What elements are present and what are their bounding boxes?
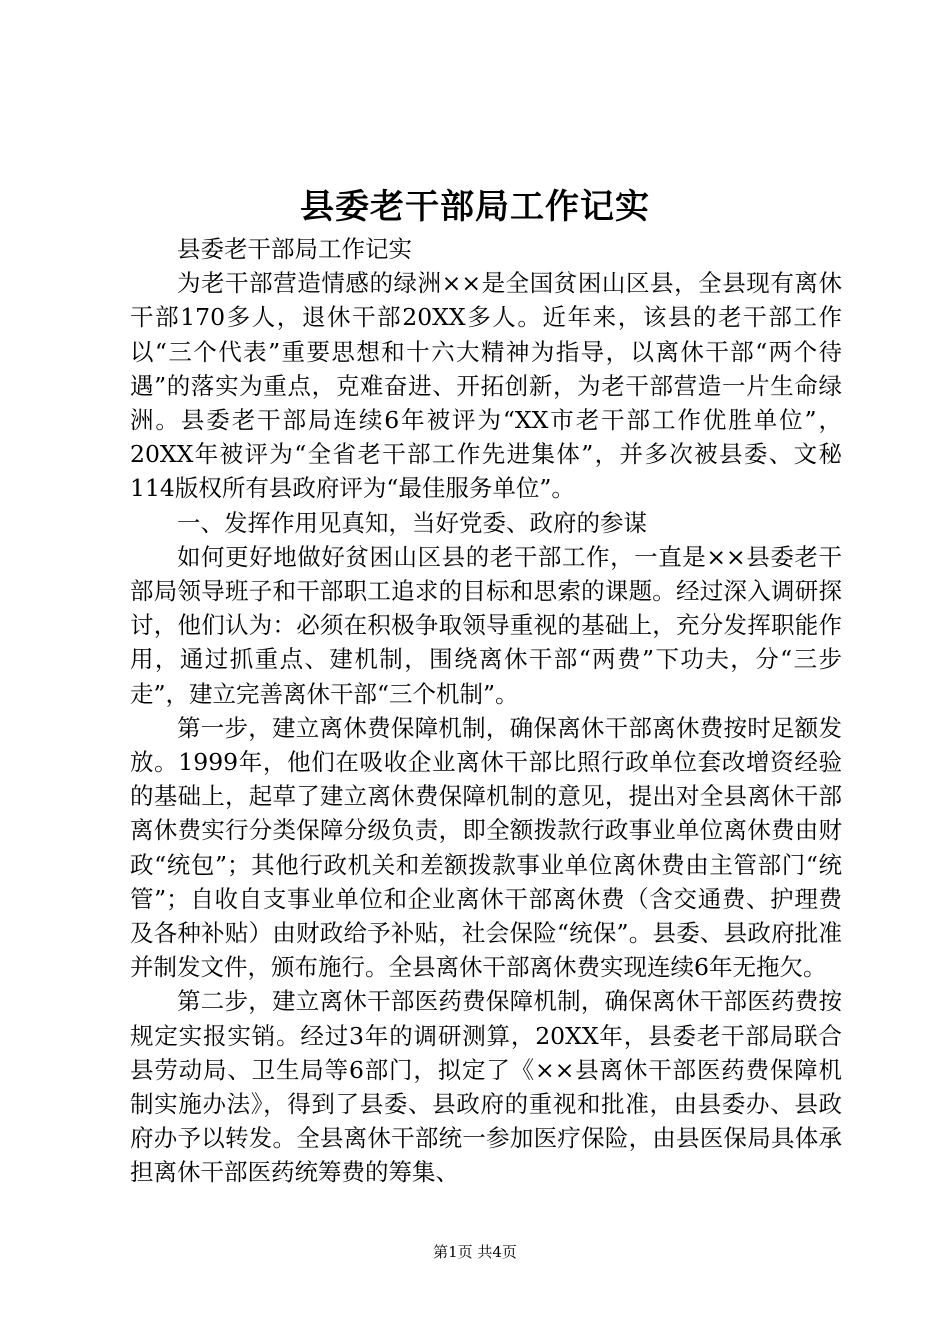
- page-number-footer: 第1页 共4页: [433, 1243, 517, 1261]
- document-body: [130, 232, 842, 1190]
- paragraph-subtitle: 县委老干部局工作记实: [177, 235, 412, 263]
- section-heading-1: 一、发挥作用见真知，当好党委、政府的参谋: [177, 508, 647, 537]
- paragraph-step-1: 第一步，建立离休费保障机制，确保离休干部离休费按时足额发放。1999年，他们在吸收企业离休干部比照行政单位套改增资经验的基础上，起草了建立离休费保障机制的意见，提出对全县离休干部离休费实行分类保障分级负责，即全额拨款行政事业单位离休费由财政“统包”；其他行政机关和差额拨款事业单位离休费由主管部门“统管”；自收自支事业单位和企业离休干部离休费（含交通费、护理费及各种补贴）由财政给予补贴，社会保险“统保”。县委、县政府批准并制发文件，颁布施行。全县离休干部离休费实现连续6年无拖欠。: [130, 713, 842, 982]
- document-title: 县委老干部局工作记实: [300, 187, 650, 227]
- paragraph-intro: 为老干部营造情感的绿洲××是全国贫困山区县，全县现有离休干部170多人，退休干部20XX多人。近年来，该县的老干部工作以“三个代表”重要思想和十六大精神为指导，以离休干部“两个待遇”的落实为重点，克难奋进、开拓创新，为老干部营造一片生命绿洲。县委老干部局连续6年被评为“XX市老干部工作优胜单位”，20XX年被评为“全省老干部工作先进集体”，并多次被县委、文秘114版权所有县政府评为“最佳服务单位”。: [130, 269, 842, 503]
- paragraph-step-2: 第二步，建立离休干部医药费保障机制，确保离休干部医药费按规定实报实销。经过3年的调研测算，20XX年，县委老干部局联合县劳动局、卫生局等6部门，拟定了《××县离休干部医药费保障机制实施办法》，得到了县委、县政府的重视和批准，由县委办、县政府办予以转发。全县离休干部统一参加医疗保险，由县医保局具体承担离休干部医药统筹费的筹集、: [130, 987, 842, 1187]
- paragraph-section-1: 如何更好地做好贫困山区县的老干部工作，一直是××县委老干部局领导班子和干部职工追求的目标和思索的课题。经过深入调研探讨，他们认为：必须在积极争取领导重视的基础上，充分发挥职能作用，通过抓重点、建机制，围绕离休干部“两费”下功夫，分“三步走”，建立完善离休干部“三个机制”。: [130, 542, 842, 708]
